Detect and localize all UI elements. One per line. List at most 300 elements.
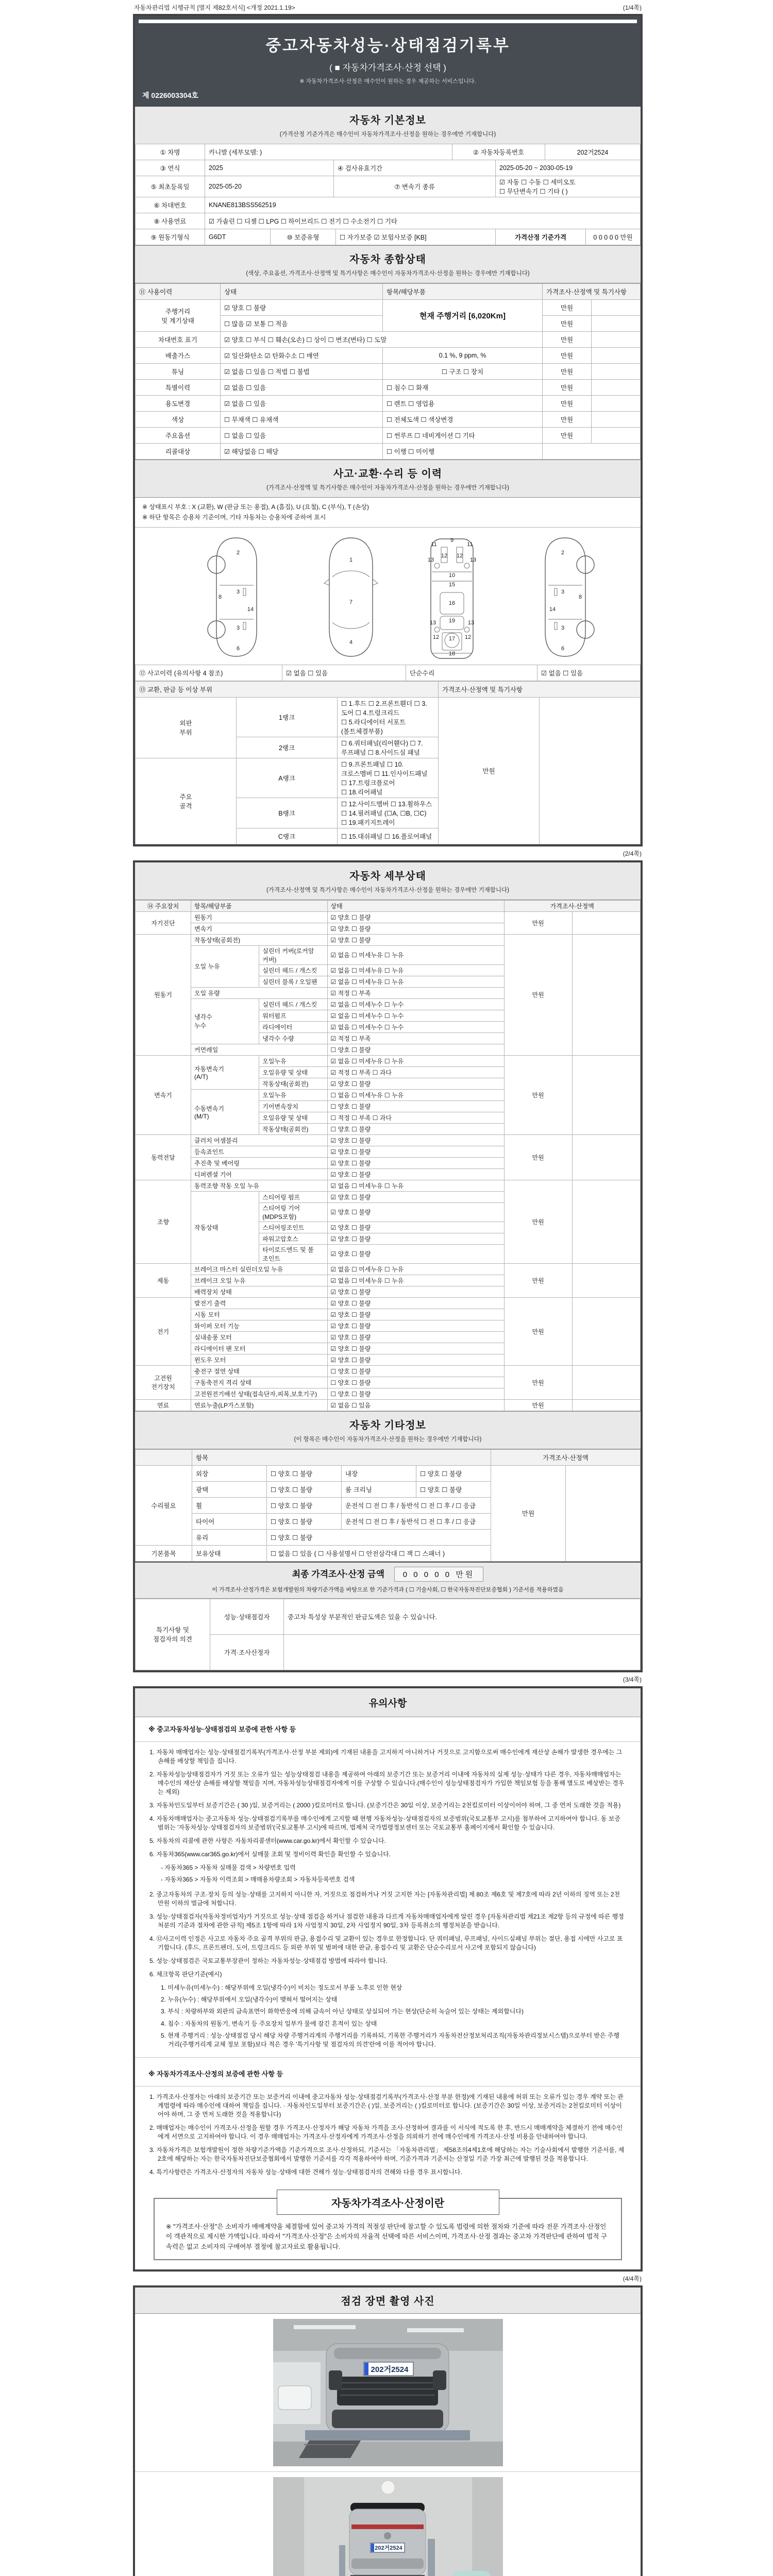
checkbox-group[interactable]: ☐ 양호 ☐ 불량: [267, 1529, 491, 1545]
notice-item: 4. 자동차매매업자는 중고자동차 성능·상태점검기록부를 매수인에게 고지할 때 현행 자동차성능·상태점검자의 보증범위(국토교통부 고시)를 첨부하여 고지하여야 합니다. 동 보증범위는 '자동차성능·상태점검자의 보증범위'(국토교통부 고시)에 따르며, 법제처 국가법령정보센터 또는 국토교통부 홈페이지에서 확인할 수 있습니다.: [149, 1815, 620, 1831]
cell: 만원: [543, 348, 592, 364]
table-row: [136, 229, 641, 245]
cell: 특별이력: [136, 380, 221, 396]
checkbox-group[interactable]: ☐ 양호 ☐ 불량: [416, 1465, 491, 1481]
diagram-label: 12: [464, 634, 472, 640]
cell: 성능·상태점검자: [210, 1599, 284, 1634]
checkbox-group[interactable]: ☑ 없음 ☐ 미세누유 ☐ 누유: [327, 945, 504, 964]
section-etc-subtitle: (이 항목은 매수인이 자동차가격조사·산정을 원하는 경우에만 기재합니다): [294, 1436, 482, 1443]
checkbox-group[interactable]: ☑ 없음 ☐ 미세누수 ☐ 누수: [327, 1010, 504, 1021]
checkbox-group[interactable]: ☑ 적정 ☐ 부족: [327, 987, 504, 998]
checkbox-group[interactable]: ☑ 양호 ☐ 불량: [327, 1168, 504, 1180]
cell: 작동상태(공회전): [259, 1123, 327, 1134]
cell: 2랭크: [237, 737, 338, 758]
section-overall-title: 자동차 종합상태: [349, 254, 426, 265]
car-diagram-side-left: [208, 538, 257, 656]
cell: ⑨ 원동기형식: [136, 229, 205, 245]
cell: 1랭크: [237, 697, 338, 737]
cell: 원동기: [191, 911, 328, 923]
price-survey-info-box: [154, 2198, 622, 2260]
checkbox-group[interactable]: ☐ 양호 ☐ 불량: [327, 1365, 504, 1377]
cell: 클러치 어셈블리: [191, 1134, 328, 1146]
header-decor-bar: [139, 20, 637, 23]
checkbox-group[interactable]: ☐ 썬루프 ☐ 네비게이션 ☐ 기타: [383, 428, 543, 444]
cell: 만원: [543, 316, 592, 332]
checkbox-group[interactable]: ☐ 렌트 ☐ 영업용: [383, 396, 543, 412]
cell: 색상: [136, 412, 221, 428]
checkbox-group[interactable]: ☐ 양호 ☐ 불량: [327, 1044, 504, 1055]
checkbox-group[interactable]: ☐ 9.프론트패널 ☐ 10.크로스멤버 ☐ 11.인사이드패널 ☐ 17.트렁크플로어 ☐ 18.리어패널: [338, 758, 439, 798]
checkbox-group[interactable]: ☑ 양호 ☐ 불량: [327, 1244, 504, 1263]
cell: [572, 934, 640, 1055]
form-table: [135, 1449, 641, 1562]
cell: [592, 364, 641, 380]
notice-list-b: [135, 1888, 641, 2053]
notice-item: 5. 성능·상태점검은 국토교통부장관이 정하는 자동차성능·상태점검 방법에 따라야 합니다.: [149, 1957, 388, 1965]
record-box-4: [133, 2285, 643, 2576]
cell: 현재 주행거리 [6,020Km]: [383, 300, 543, 332]
checkbox-group[interactable]: ☑ 자동 ☐ 수동 ☐ 세미오토 ☐ 무단변속기 ☐ 기타 ( ): [496, 176, 641, 197]
cell: [572, 1055, 640, 1134]
document-subtitle: ( ■ 자동차가격조사·산정 선택 ): [329, 63, 446, 73]
header-cell: 항목: [192, 1449, 491, 1465]
notice-item: 6. 체크항목 판단기준(예시): [149, 1971, 222, 1978]
diagram-label: 14: [549, 606, 556, 613]
checkbox-group[interactable]: ☑ 양호 ☐ 불량: [327, 1222, 504, 1233]
cell: 브레이크 마스터 실린더오일 누유: [191, 1263, 328, 1275]
header-cell: ⑪ 사용이력: [136, 284, 221, 300]
checkbox-group[interactable]: ☑ 없음 ☐ 미세누유 ☐ 누유: [327, 1055, 504, 1066]
cell: 만원: [439, 697, 540, 844]
cell: 고전원전기배선 상태(접속단자,피복,보호기구): [191, 1388, 328, 1399]
notice-subitem: 2. 누유(누수) : 해당부위에서 오일(냉각수)이 맺혀서 떨어지는 상태: [161, 1996, 338, 2004]
cell: 리콜대상: [136, 444, 221, 460]
cell: 수동변속기 (M/T): [191, 1089, 259, 1134]
notice-subheader-2: ※ 자동차가격조사·산정의 보증에 관한 사항 등: [148, 2070, 283, 2078]
checkbox-group[interactable]: ☐ 전체도색 ☐ 색상변경: [383, 412, 543, 428]
checkbox-group[interactable]: ☑ 없음 ☐ 있음 ☐ 적법 ☐ 불법: [221, 364, 383, 380]
cell: 0 0 0 0 0 만원: [586, 229, 641, 245]
cell: 만원: [543, 396, 592, 412]
cell: [284, 1634, 641, 1670]
cell: 자기진단: [136, 911, 191, 934]
table-row: [136, 665, 641, 681]
table-row: [136, 1399, 641, 1411]
checkbox-group[interactable]: ☑ 양호 ☐ 불량: [327, 1331, 504, 1343]
final-price-label: 최종 가격조사·산정 금액: [292, 1569, 385, 1579]
checkbox-group[interactable]: ☑ 없음 ☐ 미세누유 ☐ 누유: [327, 964, 504, 976]
section-detail-subtitle: (가격조사·산정액 및 특기사항은 매수인이 자동차가격조사·산정을 원하는 경우에만 기재합니다): [266, 887, 509, 893]
cell: 수리필요: [136, 1465, 192, 1545]
cell: 작동상태(공회전): [259, 1078, 327, 1089]
page-top-line: [133, 0, 643, 14]
diagram-label: 6: [236, 645, 240, 652]
header-cell: 상태: [221, 284, 383, 300]
detail-status-table: [135, 900, 641, 1411]
diagram-label: 10: [448, 572, 456, 579]
cell: 만원: [504, 1399, 572, 1411]
cell: 발전기 출력: [191, 1297, 328, 1309]
checkbox-group[interactable]: ☑ 없음 ☐ 있음: [221, 396, 383, 412]
checkbox-group[interactable]: ☑ 양호 ☐ 불량: [327, 1343, 504, 1354]
checkbox-group[interactable]: 운전석 ☐ 전 ☐ 후 / 동반석 ☐ 전 ☐ 후 / ☐ 응급: [342, 1497, 491, 1513]
checkbox-group[interactable]: ☑ 없음 ☐ 있음: [537, 665, 641, 681]
cell: 와이퍼 모터 기능: [191, 1320, 328, 1331]
form-table: [135, 1599, 641, 1670]
form-table: [135, 160, 641, 176]
cell: 윈도우 모터: [191, 1354, 328, 1365]
cell: 2025: [205, 160, 334, 176]
checkbox-group[interactable]: ☐ 양호 ☐ 불량: [267, 1513, 342, 1529]
checkbox-group[interactable]: ☐ 양호 ☐ 불량: [327, 1388, 504, 1399]
header-cell: ⑭ 주요장치: [136, 900, 191, 911]
diagram-label: 13: [427, 556, 434, 563]
checkbox-group[interactable]: ☑ 일산화탄소 ☑ 탄화수소 ☐ 매연: [221, 348, 383, 364]
section-detail-title: 자동차 세부상태: [349, 870, 426, 882]
table-row: [136, 213, 641, 229]
record-box-3: [133, 1686, 643, 2272]
checkbox-group[interactable]: ☑ 없음 ☐ 있음: [282, 665, 406, 681]
checkbox-group[interactable]: ☑ 양호 ☐ 부식 ☐ 훼손(오손) ☐ 상이 ☐ 변조(변타) ☐ 도말: [221, 332, 543, 348]
license-plate-front: [364, 2362, 413, 2376]
cell: 원동기: [136, 934, 191, 1055]
notice-item: 4. ⑫사고이력 인정은 사고로 자동차 주요 골격 부위의 판금, 용접수리 및 교환이 있는 경우로 한정합니다. 단 쿼터패널, 루프패널, 사이드실패널 부위는 절단, 용접 시에만 사고로 표기합니다. (후드, 프론트펜더, 도어, 트렁크리드 등 외판 부위 및 범퍼에 대한 판금, 용접수리 및 교환은 단순수리로서 사고에 포함되지 않습니다): [149, 1935, 623, 1952]
cell: 커먼레일: [191, 1044, 328, 1055]
cell: [572, 911, 640, 934]
diagram-label: 3: [561, 624, 565, 631]
section-overall-header: [135, 245, 641, 283]
cell: ② 자동차등록번호: [452, 144, 545, 160]
section-photos-header: [135, 2287, 641, 2314]
divider: [135, 2057, 641, 2058]
cell: 브레이크 오일 누유: [191, 1275, 328, 1286]
notice-item: 2. 매매업자는 매수인이 가격조사·산정을 원할 경우 가격조사·산정자가 해당 자동차 가격을 조사·산정하여 결과를 이 서식에 적도록 한 후, 반드시 매매계약을 체결하기 전에 매수인에게 서면으로 고지하여야 합니다. 이 경우 매매업자는 가격조사·산정자에게 가격조사·산정을 의뢰하기 전에 매수인에게 가격조사·산정 비용을 안내하여야 합니다.: [149, 2124, 623, 2140]
checkbox-group[interactable]: ☐ 많음 ☑ 보통 ☐ 적음: [221, 316, 383, 332]
diagram-label: 8: [578, 594, 582, 600]
table-row: [136, 681, 641, 697]
checkbox-group[interactable]: ☑ 없음 ☐ 미세누유 ☐ 누유: [327, 1263, 504, 1275]
table-row: [136, 197, 641, 213]
basic-info-table: [135, 144, 641, 245]
table-row: [136, 1634, 641, 1670]
header-cell: 가격조사·산정액 및 특기사항: [439, 681, 641, 697]
table-row: [136, 1055, 641, 1066]
checkbox-group[interactable]: ☑ 가솔린 ☐ 디젤 ☐ LPG ☐ 하이브리드 ☐ 전기 ☐ 수소전기 ☐ 기타: [205, 213, 641, 229]
checkbox-group[interactable]: ☐ 15.대쉬패널 ☐ 16.플로어패널: [338, 828, 439, 844]
cell: [592, 380, 641, 396]
photo-row-underside: [135, 2472, 641, 2576]
checkbox-group[interactable]: ☐ 침수 ☐ 화재: [383, 380, 543, 396]
cell: 튜닝: [136, 364, 221, 380]
cell: 중고차 특성상 부분적인 판금도색은 있을 수 있습니다.: [284, 1599, 641, 1634]
checkbox-group[interactable]: ☑ 적정 ☐ 부족 ☐ 과다: [327, 1066, 504, 1078]
checkbox-group[interactable]: ☐ 없음 ☐ 미세누유 ☐ 누유: [327, 1089, 504, 1100]
checkbox-group[interactable]: ☐ 없음 ☐ 있음: [221, 428, 383, 444]
section-photos-title: 점검 장면 촬영 사진: [341, 2295, 435, 2307]
checkbox-group[interactable]: ☐ 양호 ☐ 불량: [416, 1481, 491, 1497]
notice-item: 1. 자동차 매매업자는 성능·상태점검기록부(가격조사·산정 부분 제외)에 기재된 내용을 고지하지 아니하거나 거짓으로 고지함으로써 매수인에게 재산상 손해가 발생한 경우에는 그 손해를 배상할 책임을 집니다.: [149, 1748, 623, 1765]
cell: 만원: [543, 332, 592, 348]
checkbox-group[interactable]: ☑ 해당없음 ☐ 해당: [221, 444, 383, 460]
panel-rank-table: [135, 681, 641, 844]
checkbox-group[interactable]: ☑ 양호 ☐ 불량: [327, 1286, 504, 1297]
cell: 2025-05-20 ~ 2030-05-19: [496, 160, 641, 176]
checkbox-group[interactable]: ☑ 없음 ☐ 미세누유 ☐ 누유: [327, 1275, 504, 1286]
table-row: [136, 380, 641, 396]
form-table: [135, 681, 641, 844]
checkbox-group[interactable]: ☐ 12.사이드멤버 ☐ 13.휠하우스 ☐ 14.필러패널 (☐A, ☐B, ☐C) ☐ 19.패키지트레이: [338, 798, 439, 828]
cell: 가격산정 기준가격: [496, 229, 586, 245]
table-row: [136, 332, 641, 348]
cell: 전기: [136, 1297, 191, 1365]
cell: 라디에이터: [259, 1021, 327, 1032]
notice-item: 3. 자동차인도일부터 보증기간은 ( 30 )일, 보증거리는 ( 2000 )킬로미터로 합니다. (보증기간은 30일 이상, 보증거리는 2천킬로미터 이상이어야 하며, 그 중 먼저 도래한 것을 적용): [149, 1801, 621, 1809]
checkbox-group[interactable]: ☑ 양호 ☐ 불량: [327, 1233, 504, 1244]
car-rear-lifted: [349, 2503, 426, 2576]
checkbox-group[interactable]: ☑ 양호 ☐ 불량: [327, 1202, 504, 1222]
cell: 조향: [136, 1180, 191, 1263]
cell: 추진축 및 베어링: [191, 1157, 328, 1168]
cell: [592, 348, 641, 364]
checkbox-group[interactable]: ☑ 적정 ☐ 부족: [327, 1032, 504, 1044]
divider: [135, 1741, 641, 1742]
cell: 외장: [192, 1465, 267, 1481]
checkbox-group[interactable]: ☑ 양호 ☐ 불량: [327, 1320, 504, 1331]
cell: 룸 크리닝: [342, 1481, 416, 1497]
diagram-label: 14: [247, 606, 254, 613]
final-price-note[interactable]: 이 가격조사·산정가격은 보험개발원의 차량기준가액을 바탕으로 한 기준가격과 ( ☐ 기술사회, ☐ 한국자동차진단보증협회 ) 기준서를 적용하였음: [212, 1586, 564, 1593]
cell: 연료: [136, 1399, 191, 1411]
notice-item: 3. 자동차가격은 보험개발원이 정한 차량기준가액을 기준가격으로 조사·산정하되, 기준서는 「자동차관리법」 제58조의4제1호에 해당하는 자는 기술사회에서 발행한 기준서를, 제2호에 해당하는 자는 한국자동차진단보증협회에서 발행한 기준서를 각각 적용하여야 하며, 기준가격과 기준서는 산정일 기준 가장 최근에 발행된 것을 적용합니다.: [149, 2146, 625, 2162]
status-symbol-legend: ※ 상태표시 부호 : X (교환), W (판금 또는 용접), A (흠집), U (요철), C (부식), T (손상): [142, 503, 369, 511]
form-table: [135, 213, 641, 229]
checkbox-group[interactable]: ☐ 양호 ☐ 불량: [327, 1377, 504, 1388]
cell: ⑥ 차대번호: [136, 197, 205, 213]
cell: 만원: [504, 1297, 572, 1365]
checkbox-group[interactable]: ☐ 1.후드 ☐ 2.프론트휀더 ☐ 3.도어 ☐ 4.트렁크리드 ☐ 5.라디에이터 서포트(볼트체결부품): [338, 697, 439, 737]
cell: 만원: [543, 380, 592, 396]
table-row: [136, 1449, 641, 1465]
diagram-label: 9: [450, 537, 454, 544]
diagram-label: 3: [236, 588, 240, 595]
car-diagram-area: [135, 528, 641, 665]
cell: 만원: [504, 1263, 572, 1297]
cell: 만원: [543, 412, 592, 428]
table-row: [136, 444, 641, 460]
cell: [566, 1465, 641, 1561]
accident-legend: [135, 498, 641, 528]
diagram-label: 12: [432, 634, 440, 640]
checkbox-group[interactable]: ☑ 양호 ☐ 불량: [327, 923, 504, 934]
overall-status-table: [135, 283, 641, 460]
form-table: [135, 665, 641, 681]
checkbox-group[interactable]: ☑ 양호 ☐ 불량: [221, 300, 383, 316]
cell: 작동상태(공회전): [191, 934, 328, 945]
form-table: [135, 197, 641, 213]
cell: 스티어링 펌프: [259, 1191, 327, 1202]
notice-subitem: 4. 침수 : 자동차의 원동기, 변속기 등 주요장치 일부가 물에 잠긴 흔적이 있는 상태: [161, 2020, 377, 2027]
cell: 휠: [192, 1497, 267, 1513]
cell: C랭크: [237, 828, 338, 844]
cell: 유리: [192, 1529, 267, 1545]
cell: 만원: [543, 364, 592, 380]
notice-subitem: 1. 미세누유(미세누수) : 해당부위에 오일(냉각수)이 비치는 정도로서 부품 노후로 인한 현상: [161, 1984, 402, 1992]
checkbox-group[interactable]: ☑ 양호 ☐ 불량: [327, 1354, 504, 1365]
inspection-photo-front: [273, 2319, 503, 2466]
cell: 실내송풍 모터: [191, 1331, 328, 1343]
checkbox-group[interactable]: 운전석 ☐ 전 ☐ 후 / 동반석 ☐ 전 ☐ 후 / ☐ 응급: [342, 1513, 491, 1529]
checkbox-group[interactable]: ☐ 없음 ☐ 있음 ( ☐ 사용설명서 ☐ 안전삼각대 ☐ 잭 ☐ 스패너 ): [267, 1545, 491, 1561]
cell: 스티어링 기어(MDPS포함): [259, 1202, 327, 1222]
table-row: [136, 1599, 641, 1634]
cell: 제동: [136, 1263, 191, 1297]
document-title: 중고자동차성능·상태점검기록부: [265, 37, 510, 55]
checkbox-group[interactable]: ☑ 없음 ☐ 있음: [327, 1399, 504, 1411]
table-row: [136, 412, 641, 428]
cell: 고전원 전기장치: [136, 1365, 191, 1399]
cell: 2025-05-20: [205, 176, 334, 197]
cell: 기어변속장치: [259, 1100, 327, 1112]
section-basic-subtitle: (가격산정 기준가격은 매수인이 자동차가격조사·산정을 원하는 경우에만 기재합니다): [279, 131, 496, 138]
form-table: [135, 176, 641, 197]
checkbox-group[interactable]: ☑ 양호 ☐ 불량: [327, 934, 504, 945]
header-cell: 항목/해당부품: [383, 284, 543, 300]
table-row: [136, 1465, 641, 1481]
cell: G6DT: [205, 229, 271, 245]
page-marker-4: (4/4쪽): [623, 2275, 642, 2282]
notice-title: 유의사항: [135, 1688, 641, 1717]
checkbox-group[interactable]: ☑ 양호 ☐ 불량: [327, 1297, 504, 1309]
cell: 실린더 헤드 / 개스킷: [259, 964, 327, 976]
table-row: [136, 900, 641, 911]
checkbox-group[interactable]: ☑ 양호 ☐ 불량: [327, 1134, 504, 1146]
header-cell: [136, 1449, 192, 1465]
cell: 디퍼렌셜 기어: [191, 1168, 328, 1180]
diagram-label: 15: [448, 581, 456, 588]
diagram-label: 11: [431, 541, 437, 548]
table-row: [136, 300, 641, 316]
notice-item: 3. 성능·상태점검자(자동차정비업자)가 거짓으로 성능·상태 점검을 하거나 점검한 내용과 다르게 자동차매매업자에게 알린 경우 [자동차관리법 제21조 제2항 등의 규정에 따른 행정처분의 기준과 절차에 관한 규칙] 제5조 1항에 따라 1차 사업정지 30일, 2차 사업정지 90일, 3차 등록취소의 행정처분을 받습니다.: [149, 1913, 624, 1929]
section-accident-header: [135, 460, 641, 498]
form-table: [135, 283, 641, 460]
checkbox-group[interactable]: ☐ 무채색 ☐ 유채색: [221, 412, 383, 428]
checkbox-group[interactable]: ☑ 없음 ☐ 미세누수 ☐ 누수: [327, 1021, 504, 1032]
checkbox-group[interactable]: ☐ 양호 ☐ 불량: [267, 1497, 342, 1513]
diagram-label: 8: [218, 594, 222, 600]
table-row: [136, 348, 641, 364]
cell: 파워고압호스: [259, 1233, 327, 1244]
section-overall-subtitle: (색상, 주요옵션, 가격조사·산정액 및 특기사항은 매수인이 자동차가격조사·산정을 원하는 경우에만 기재합니다): [246, 270, 530, 277]
cell: 만원: [504, 934, 572, 1055]
etc-info-table: [135, 1449, 641, 1562]
car-diagram-side-right: [545, 538, 594, 656]
checkbox-group[interactable]: ☑ 양호 ☐ 불량: [327, 1191, 504, 1202]
cell: 충전구 절연 상태: [191, 1365, 328, 1377]
form-table: [135, 900, 641, 1411]
table-row: [136, 364, 641, 380]
checkbox-group[interactable]: ☑ 없음 ☐ 있음: [221, 380, 383, 396]
document-number: 제 0226003304호: [142, 91, 198, 99]
diagram-label: 2: [236, 549, 240, 556]
checkbox-group[interactable]: ☑ 없음 ☐ 미세누유 ☐ 누유: [327, 1180, 504, 1191]
diagram-label: 18: [448, 650, 456, 657]
section-basic-header: [135, 107, 641, 144]
cell: 작동상태: [191, 1191, 259, 1263]
cell: [592, 332, 641, 348]
checkbox-group[interactable]: ☐ 6.쿼터패널(리어휀다) ☐ 7.루프패널 ☐ 8.사이드실 패널: [338, 737, 439, 758]
cell: 만원: [504, 1180, 572, 1263]
cell: 내장: [342, 1465, 416, 1481]
cell: 타이로드엔드 및 볼 조인트: [259, 1244, 327, 1263]
section-etc-title: 자동차 기타정보: [349, 1419, 426, 1431]
checkbox-group[interactable]: ☐ 양호 ☐ 불량: [267, 1465, 342, 1481]
license-plate-rear: [371, 2543, 405, 2552]
checkbox-group[interactable]: ☑ 양호 ☐ 불량: [327, 911, 504, 923]
cell: 냉각수 누수: [191, 998, 259, 1044]
cell: 가격·조사산정자: [210, 1634, 284, 1670]
cell: [592, 428, 641, 444]
checkbox-group[interactable]: ☐ 적정 ☐ 부족 ☐ 과다: [327, 1112, 504, 1123]
checkbox-group[interactable]: ☐ 양호 ☐ 불량: [267, 1481, 342, 1497]
notice-item: 6. 자동차365(www.car365.go.kr)에서 실매물 조회 및 정비이력 확인을 확인할 수 있습니다.: [149, 1851, 391, 1858]
checkbox-group[interactable]: ☑ 양호 ☐ 불량: [327, 1309, 504, 1320]
cell: 오일유량 및 상태: [259, 1066, 327, 1078]
checkbox-group[interactable]: ☑ 없음 ☐ 미세누유 ☐ 누유: [327, 976, 504, 987]
checkbox-group[interactable]: ☑ 없음 ☐ 미세누수 ☐ 누수: [327, 998, 504, 1010]
header-cell: 상태: [327, 900, 504, 911]
record-box-2: [133, 860, 643, 1672]
checkbox-group[interactable]: ☐ 양호 ☐ 불량: [327, 1123, 504, 1134]
cell: 동력조향 작동 오일 누유: [191, 1180, 328, 1191]
checkbox-group[interactable]: ☑ 양호 ☐ 불량: [327, 1078, 504, 1089]
cell: 라디에이터 팬 모터: [191, 1343, 328, 1354]
diagram-label: 16: [448, 600, 456, 606]
cell: ⑧ 사용연료: [136, 213, 205, 229]
checkbox-group[interactable]: ☐ 자가보증 ☑ 보험사보증 [KB]: [336, 229, 496, 245]
record-box-1: [133, 14, 643, 846]
diagram-label: 13: [469, 556, 477, 563]
diagram-label: 17: [448, 635, 456, 642]
cell: [592, 396, 641, 412]
cell: 오일유량 및 상태: [259, 1112, 327, 1123]
cell: 만원: [543, 428, 592, 444]
cell: 실린더 헤드 / 개스킷: [259, 998, 327, 1010]
divider: [135, 2086, 641, 2087]
price-service-note: ※ 자동차가격조사·산정은 매수인이 원하는 경우 제공하는 서비스입니다.: [299, 78, 476, 84]
cell: 주행거리 및 계기상태: [136, 300, 221, 332]
notice-list-a: [135, 1746, 641, 1888]
passenger-car-note: ※ 하단 항목은 승용차 기준이며, 기타 자동차는 승용차에 준하여 표시: [142, 514, 326, 521]
cell: 변속기: [136, 1055, 191, 1134]
inspection-photo-underside: [273, 2477, 503, 2576]
checkbox-group[interactable]: ☐ 구조 ☐ 장치: [383, 364, 543, 380]
inspector-opinion-table: [135, 1599, 641, 1670]
form-table: [135, 229, 641, 245]
cell: ④ 검사유효기간: [334, 160, 496, 176]
cell: 용도변경: [136, 396, 221, 412]
cell: 외판 부위: [136, 697, 237, 758]
final-price-value: 0 0 0 0 0 만원: [394, 1567, 484, 1582]
checkbox-group[interactable]: ☐ 양호 ☐ 불량: [327, 1100, 504, 1112]
checkbox-group[interactable]: ☑ 양호 ☐ 불량: [327, 1146, 504, 1157]
checkbox-group[interactable]: ☑ 양호 ☐ 불량: [327, 1157, 504, 1168]
checkbox-group[interactable]: ☐ 이행 ☐ 미이행: [383, 444, 543, 460]
cell: ① 차명: [136, 144, 205, 160]
table-row: [136, 428, 641, 444]
document-column: [133, 0, 643, 2576]
cell: 연료누출(LP가스포함): [191, 1399, 328, 1411]
table-row: [136, 1263, 641, 1275]
